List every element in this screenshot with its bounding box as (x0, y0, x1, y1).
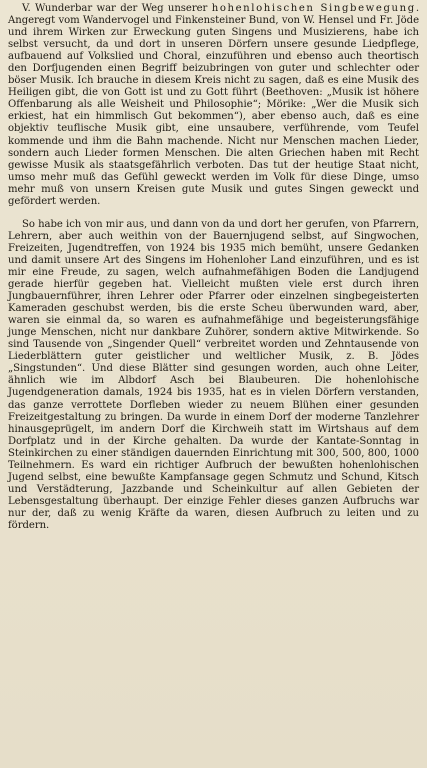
paragraph-hohenlohe-youth (8, 219, 419, 532)
spaced-emphasis: hohenlohischen Singbewegung (211, 3, 416, 14)
paragraph-1-rest: . Angeregt vom Wandervogel und Finkensteiner Bund, von W. Hensel und Fr. Jöde und ihrem Wirken zur Erweckung guten Singens und Musizierens, habe ich selbst versucht, da und dort in unseren Dörfern unsere gesunde Liedpflege, aufbauend auf Volkslied und Choral, einzuführen und ebenso auch theortisch den Dorfjugenden einen Begriff beizubringen von guter und schlechter oder böser Musik. Ich brauche in diesem Kreis nicht zu sagen, daß es eine Musik des Heiligen gibt, die von Gott ist und zu Gott führt (Beethoven: „Musik ist höhere Offenbarung als alle Weisheit und Philosophie“; Mörike: „Wer die Musik sich erkiest, hat ein himmlisch Gut bekommen“), aber ebenso auch, daß es eine objektiv teuflische Musik gibt, eine unsaubere, verführende, vom Teufel kommende und ihm die Bahn machende. Nicht nur Menschen machen Lieder, sondern auch Lieder formen Menschen. Die alten Griechen haben mit Recht gewisse Musik als staatsgefährlich verboten. Das tut der heutige Staat nicht, umso mehr muß das Gefühl geweckt werden im Volk für diese Dinge, umso mehr muß von unsern Kreisen gute Musik und gutes Singen geweckt und gefördert werden. (8, 3, 419, 207)
paragraph-2-text: So habe ich von mir aus, und dann von da und dort her gerufen, von Pfarrern, Lehrern, aber auch weithin von der Bauernjugend selbst, auf Singwochen, Freizeiten, Jugendtreffen, von 1924 bis 1935 mich bemüht, unsere Gedanken und damit unsere Art des Singens im Hohenloher Land einzuführen, und es ist mir eine Freude, zu sagen, welch aufnahmefähigen Boden die Landjugend gerade hierfür gegeben hat. Vielleicht mußten viele erst durch ihren Jungbauernführer, ihren Lehrer oder Pfarrer oder einzelnen singbegeisterten Kameraden geschubst werden, bis die erste Scheu überwunden ward, aber, waren sie einmal da, so waren es aufnahmefähige und begeisterungsfähige junge Menschen, nicht nur dankbare Zuhörer, sondern aktive Mitwirkende. So sind Tausende von „Singender Quell“ verbreitet worden und Zehntausende von Liederblättern guter geistlicher und weltlicher Musik, z. B. Jödes „Singstunden“. Und diese Blätter sind gesungen worden, auch ohne Leiter, ähnlich wie im Albdorf Asch bei Blaubeuren. Die hohenlohische Jugendgeneration damals, 1924 bis 1935, hat es in vielen Dörfern verstanden, das ganze verrottete Dorfleben wieder zu neuem Blühen einer gesunden Freizeitgestaltung zu bringen. Da wurde in einem Dorf der moderne Tanzlehrer hinausgeprügelt, im andern Dorf die Kirchweih statt im Wirtshaus auf dem Dorfplatz und in der Kirche gehalten. Da wurde der Kantate-Sonntag in Steinkirchen zu einer ständigen dauernden Einrichtung mit 300, 500, 800, 1000 Teilnehmern. Es ward ein richtiger Aufbruch der bewußten hohenlohischen Jugend selbst, eine bewußte Kampfansage gegen Schmutz und Schund, Kitsch und Verstädterung, Jazzbande und Scheinkultur auf allen Gebieten der Lebensgestaltung überhaupt. Der einzige Fehler dieses ganzen Aufbruchs war nur der, daß zu wenig Kräfte da waren, diesen Aufbruch zu leiten und zu fördern. (8, 218, 419, 531)
paragraph-singbewegung (8, 3, 419, 208)
paragraph-1-lead: V. Wunderbar war der Weg unserer (22, 3, 212, 14)
